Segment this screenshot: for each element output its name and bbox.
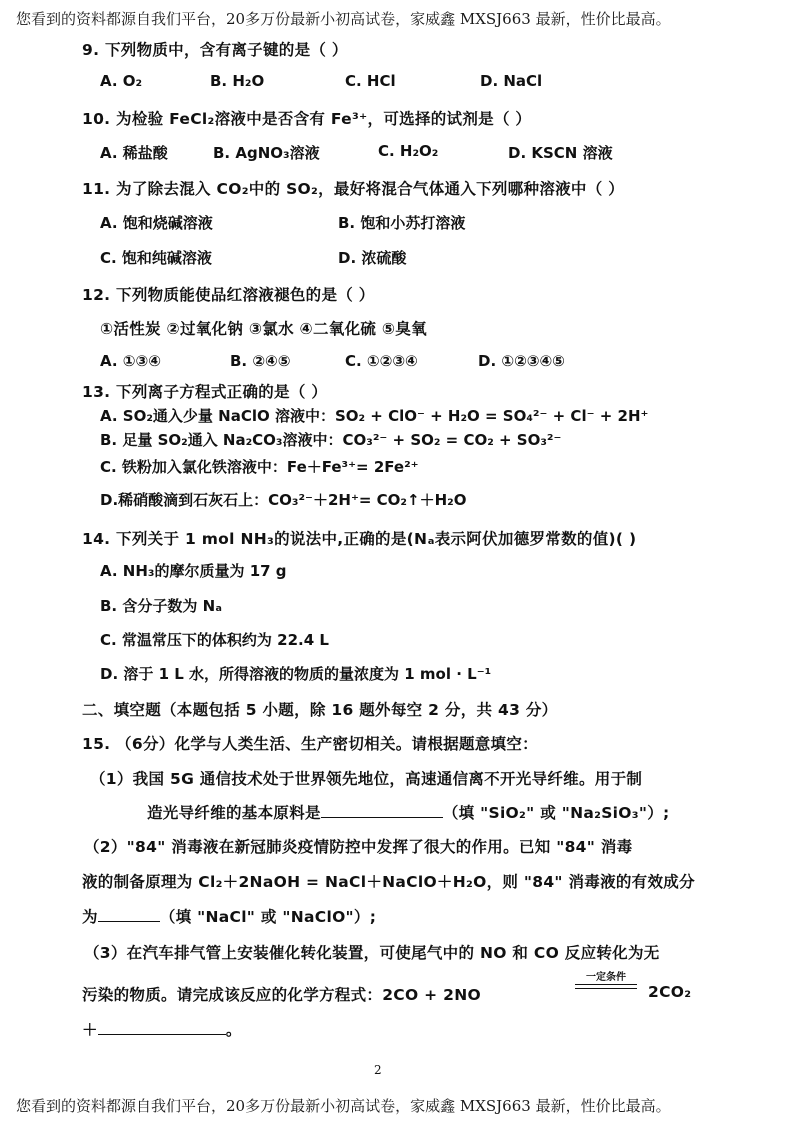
q13-stem: 13. 下列离子方程式正确的是（ ） (82, 383, 328, 401)
page-number: 2 (374, 1063, 382, 1077)
q12-stem: 12. 下列物质能使品红溶液褪色的是（ ） (82, 286, 375, 304)
reaction-condition-label: 一定条件 (586, 972, 626, 983)
q15-part2-line3 (82, 905, 376, 927)
q15-part2-hint: （填 "NaCl" 或 "NaClO"）; (159, 908, 377, 926)
q15-part1-line1: （1）我国 5G 通信技术处于世界领先地位，高速通信离不开光导纤维。用于制 (90, 770, 643, 788)
q9-stem: 9. 下列物质中，含有离子键的是（ ） (82, 41, 348, 59)
q15-part2-text: 为 (82, 908, 98, 926)
q14-option-b: B. 含分子数为 Nₐ (100, 597, 222, 615)
q14-option-c: C. 常温常压下的体积约为 22.4 L (100, 631, 329, 649)
q10-option-a: A. 稀盐酸 (100, 144, 168, 162)
q15-part3-line1: （3）在汽车排气管上安装催化转化装置，可使尾气中的 NO 和 CO 反应转化为无 (84, 944, 660, 962)
q11-option-a: A. 饱和烧碱溶液 (100, 214, 213, 232)
q9-option-c: C. HCl (345, 72, 396, 90)
q15-answer-blank-3[interactable] (98, 1022, 226, 1035)
q12-items: ①活性炭 ②过氧化钠 ③氯水 ④二氧化硫 ⑤臭氧 (100, 320, 427, 338)
q12-option-a: A. ①③④ (100, 352, 161, 370)
bottom-banner: 您看到的资料都源自我们平台，20多万份最新小初高试卷，家威鑫 MXSJ663 最新，性价比最高。 (16, 1097, 671, 1115)
q9-option-a: A. O₂ (100, 72, 143, 90)
q13-option-c: C. 铁粉加入氯化铁溶液中：Fe＋Fe³⁺= 2Fe²⁺ (100, 458, 419, 476)
q15-stem: 15. （6分）化学与人类生活、生产密切相关。请根据题意填空： (82, 735, 538, 753)
q15-part3-end: 。 (225, 1021, 242, 1039)
q12-option-c: C. ①②③④ (345, 352, 418, 370)
q9-option-b: B. H₂O (210, 72, 265, 90)
q15-part3-line3 (82, 1018, 242, 1040)
q15-part2-line2: 液的制备原理为 Cl₂＋2NaOH = NaCl＋NaClO＋H₂O，则 "84" 消毒液的有效成分 (82, 873, 695, 891)
q11-option-b: B. 饱和小苏打溶液 (338, 214, 466, 232)
q11-option-c: C. 饱和纯碱溶液 (100, 249, 212, 267)
q15-part2-line1: （2）"84" 消毒液在新冠肺炎疫情防控中发挥了很大的作用。已知 "84" 消毒 (84, 838, 633, 856)
q10-option-b: B. AgNO₃溶液 (213, 144, 320, 162)
q15-answer-blank-1[interactable] (321, 805, 443, 818)
q15-part3-line2: 污染的物质。请完成该反应的化学方程式：2CO + 2NO (82, 986, 481, 1004)
q14-option-a: A. NH₃的摩尔质量为 17 g (100, 562, 287, 580)
q15-part1-line2 (147, 801, 670, 823)
q12-option-d: D. ①②③④⑤ (478, 352, 565, 370)
q9-option-d: D. NaCl (480, 72, 543, 90)
reaction-condition-arrow (575, 968, 637, 989)
q15-part1-text: 造光导纤维的基本原料是 (147, 804, 321, 822)
q12-option-b: B. ②④⑤ (230, 352, 291, 370)
q11-stem: 11. 为了除去混入 CO₂中的 SO₂，最好将混合气体通入下列哪种溶液中（ ） (82, 180, 625, 198)
top-banner: 您看到的资料都源自我们平台，20多万份最新小初高试卷，家威鑫 MXSJ663 最新，性价比最高。 (16, 10, 671, 28)
q15-part3-product: 2CO₂ (648, 983, 692, 1001)
q11-option-d: D. 浓硫酸 (338, 249, 407, 267)
q13-option-a: A. SO₂通入少量 NaClO 溶液中：SO₂ + ClO⁻ + H₂O = SO₄²⁻ + Cl⁻ + 2H⁺ (100, 407, 649, 425)
q15-plus-sign: ＋ (82, 1021, 98, 1039)
q14-stem: 14. 下列关于 1 mol NH₃的说法中,正确的是(Nₐ表示阿伏加德罗常数的值)( ) (82, 530, 637, 548)
q15-part1-hint: （填 "SiO₂" 或 "Na₂SiO₃"）; (442, 804, 670, 822)
section-2-heading: 二、填空题（本题包括 5 小题，除 16 题外每空 2 分，共 43 分） (82, 701, 558, 719)
q13-option-b: B. 足量 SO₂通入 Na₂CO₃溶液中：CO₃²⁻ + SO₂ = CO₂ + SO₃²⁻ (100, 431, 562, 449)
q13-option-d: D.稀硝酸滴到石灰石上：CO₃²⁻＋2H⁺= CO₂↑＋H₂O (100, 491, 467, 509)
q10-option-d: D. KSCN 溶液 (508, 144, 613, 162)
q10-option-c: C. H₂O₂ (378, 142, 439, 160)
q10-stem: 10. 为检验 FeCl₂溶液中是否含有 Fe³⁺，可选择的试剂是（ ） (82, 110, 532, 128)
q15-answer-blank-2[interactable] (98, 909, 160, 922)
q14-option-d: D. 溶于 1 L 水，所得溶液的物质的量浓度为 1 mol · L⁻¹ (100, 665, 492, 683)
